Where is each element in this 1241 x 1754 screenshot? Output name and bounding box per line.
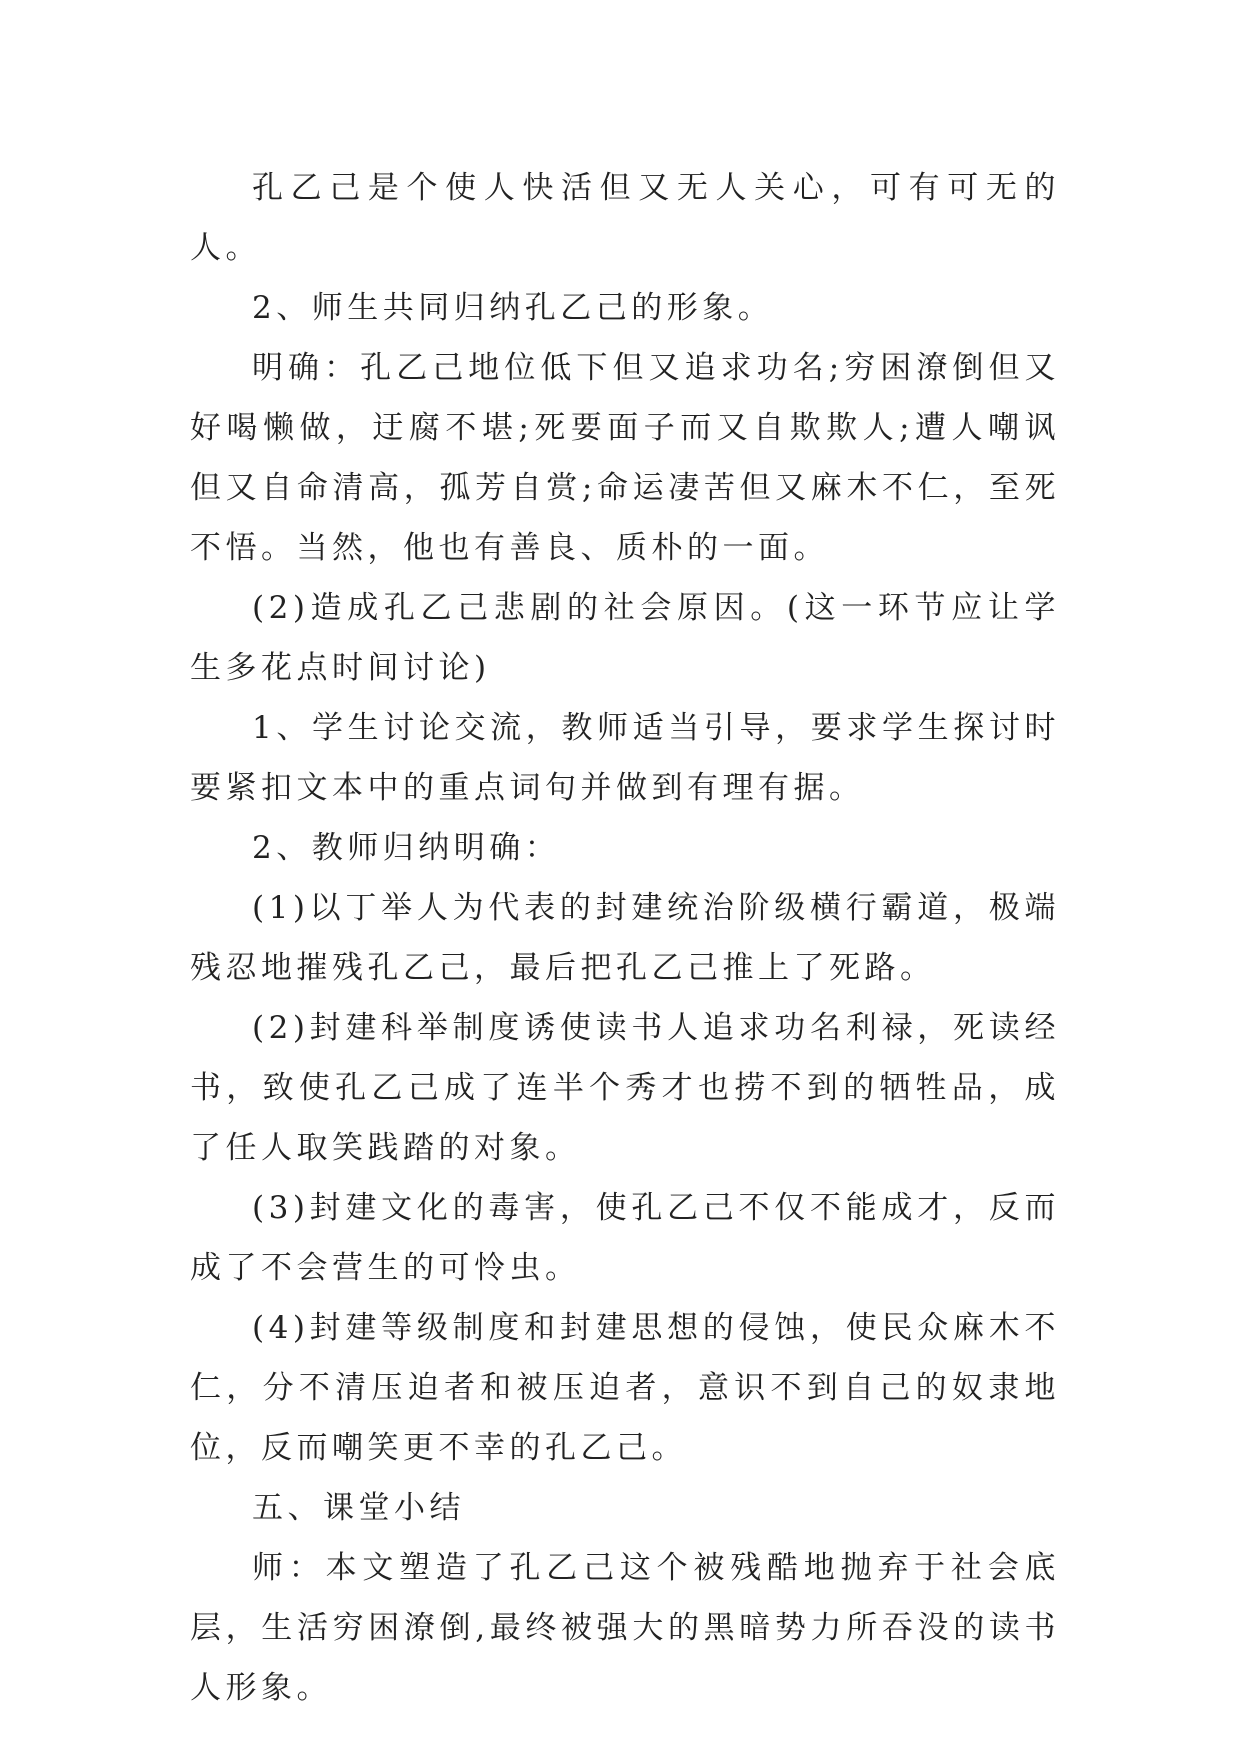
paragraph-point-2: (2)封建科举制度诱使读书人追求功名利禄，死读经书，致使孔乙己成了连半个秀才也捞不到的牺牲品，成了任人取笑践踏的对象。 [190,1010,1060,1166]
paragraph-conclusion: 师：本文塑造了孔乙己这个被残酷地抛弃于社会底层，生活穷困潦倒,最终被强大的黑暗势力所吞没的读书人形象。 [190,1550,1060,1706]
paragraph-teacher-summary-heading: 2、教师归纳明确： [252,830,561,866]
paragraph-point-4: (4)封建等级制度和封建思想的侵蚀，使民众麻木不仁，分不清压迫者和被压迫者，意识不到自己的奴隶地位，反而嘲笑更不幸的孔乙己。 [190,1310,1060,1466]
paragraph-social-cause-heading: (2)造成孔乙己悲剧的社会原因。(这一环节应让学生多花点时间讨论) [190,590,1060,686]
paragraph-summary-line: 孔乙己是个使人快活但又无人关心，可有可无的人。 [190,170,1060,266]
paragraph-step-heading: 2、师生共同归纳孔乙己的形象。 [252,290,774,326]
paragraph-point-3: (3)封建文化的毒害，使孔乙己不仅不能成才，反而成了不会营生的可怜虫。 [190,1190,1060,1286]
paragraph-character-analysis: 明确：孔乙己地位低下但又追求功名;穷困潦倒但又好喝懒做，迂腐不堪;死要面子而又自欺欺人;遭人嘲讽但又自命清高，孤芳自赏;命运凄苦但又麻木不仁，至死不悟。当然，他也有善良、质朴的一面。 [190,350,1060,566]
paragraph-point-1: (1)以丁举人为代表的封建统治阶级横行霸道，极端残忍地摧残孔乙己，最后把孔乙己推上了死路。 [190,890,1060,986]
section-heading-class-summary: 五、课堂小结 [252,1490,465,1526]
document-body [190,158,1060,1718]
paragraph-discussion-step: 1、学生讨论交流，教师适当引导，要求学生探讨时要紧扣文本中的重点词句并做到有理有据。 [190,710,1060,806]
